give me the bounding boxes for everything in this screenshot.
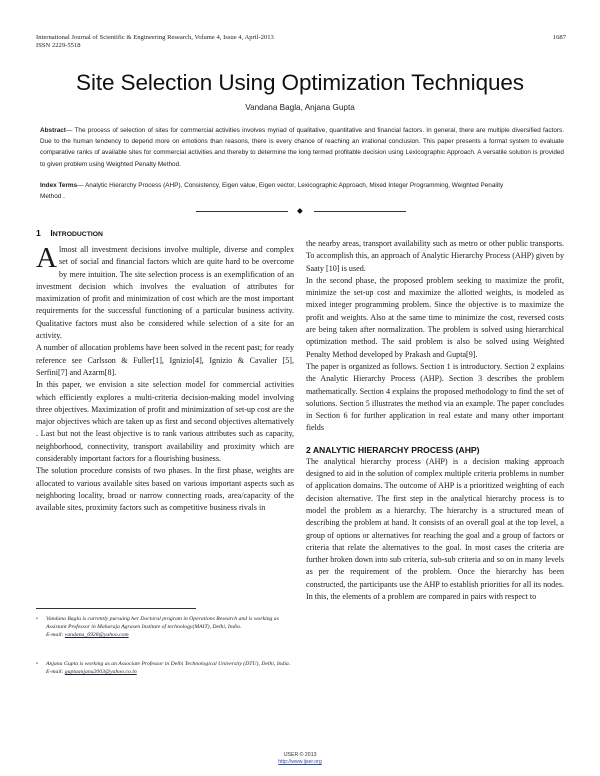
intro-paragraph-7: The paper is organized as follows. Section 1 is introductory. Section 2 explains the Analytic Hierarchy Process (AHP). Section 3 describes the problem mathematically. Section 4 explains the proposed methodology to find the set of solutions. Section 5 illustrates the method via an example. The paper concludes in Section 6 for further application in real estate and many other important fields [306, 361, 564, 433]
running-header [36, 34, 566, 50]
drop-cap: A [36, 242, 57, 274]
author-list: Vandana Bagla, Anjana Gupta [245, 103, 355, 112]
intro-paragraph-5: the nearby areas, transport availability such as metro or other public transports. To accomplish this, an approach of Analytic Hierarchy Process (AHP) given by Saaty [10] is used. [306, 239, 564, 273]
intro-paragraph-6: In the second phase, the proposed problem seeking to maximize the profit, minimize the set-up cost and maximize the allotted weights, is modeled as mixed integer programming problem. Since the objective is to maximize the profit and weights. Also at the same time to minimize the cost, reversed costs are being taken after normalization. The problem is solved using hierarchical optimization method. The said problem is also be solved using Weighted Penalty Method developed by Prakash and Gupta[9]. [306, 275, 564, 359]
footnote-bullet: • [36, 661, 38, 667]
divider-line-left [196, 211, 288, 212]
left-column [36, 238, 294, 515]
issn-line: ISSN 2229-5518 [36, 42, 81, 49]
footer-copyright: IJSER © 2013 [283, 752, 317, 758]
index-terms [40, 180, 520, 202]
footnote-rule [36, 608, 196, 609]
page-number: 1687 [552, 34, 566, 41]
section-divider [196, 206, 406, 216]
page-footer [0, 752, 600, 766]
footnote-1-email-label: E-mail: [46, 632, 65, 638]
abstract [40, 125, 564, 170]
paper-title: Site Selection Using Optimization Techniques [76, 70, 524, 95]
author-1-email-link[interactable]: vandana_6928@yahoo.com [64, 632, 129, 638]
author-2-email-link[interactable]: guptaanjana2003@yahoo.co.in [64, 669, 137, 675]
intro-paragraph-4: The solution procedure consists of two phases. In the first phase, weights are allocated to various available sites based on various important aspects such as neighboring locality, broad or narrow connecting roads, area/capacity of the available sites, proximity factors such as competitive business rivals in [36, 466, 294, 513]
intro-paragraph-3: In this paper, we envision a site selection model for commercial activities which efficiently explores a multi-criteria decision-making model involving three objectives. Maximization of profit and minimization of set-up cost are the major objectives which are taken up as first and second objectives alternatively . Last but not the least objective is to rank various attributes such as capacity, neighborhood, connectivity, transport availability and proximity which are considerably important factors for a flourishing business. [36, 380, 294, 464]
section-1-number: 1 [36, 228, 41, 238]
abstract-text: — The process of selection of sites for commercial activities involves myriad of qualitative, quantitative and financial factors. In general, there are multiple diversified factors. Due to the human tendency to depend more on emotions than reasons, there is every chance of reaching an irrational conclusion. This paper presents a formal system to evaluate comparative ranks of available sites for commercial activities and thereby to determine the long termed profitable decision using Lexicographic Approach. A versatile solution is provided to given problem using Weighted Penalty Method. [40, 127, 564, 168]
index-terms-text: — Analytic Hierarchy Process (AHP), Consistency, Eigen value, Eigen vector, Lexicographic Approach, Mixed Integer Programming, Weighted Penality Method . [40, 182, 504, 201]
right-column [306, 238, 564, 603]
footnote-bullet: • [36, 616, 38, 622]
footnote-2-email-line [46, 668, 294, 676]
intro-paragraph-2: A number of allocation problems have been solved in the recent past; for ready reference see Carlsson & Fuller[1], Ignizio[4], Ignizio & Cavalier [5], Serfini[7] and Azarm[8]. [36, 343, 294, 377]
intro-paragraph-1 [36, 244, 294, 342]
footnote-author-2 [36, 660, 294, 676]
section-1-heading [36, 228, 103, 238]
footer-url-link[interactable]: http://www.ijser.org [278, 759, 322, 765]
section-1-title-rest: NTRODUCTION [52, 231, 103, 238]
diamond-icon: ◆ [297, 206, 303, 215]
footnote-author-1 [36, 615, 294, 639]
footnote-2-email-label: E-mail: [46, 669, 65, 675]
journal-line: International Journal of Scientific & Engineering Research, Volume 4, Issue 4, April-2013 [36, 34, 274, 41]
intro-paragraph-1-text: lmost all investment decisions involve multiple, diverse and complex set of social and financial factors which are quite hard to be overcome by mere intuition. The site selection process is an exemplification of an investment decision which involves the evaluation of attributes for maximization of profit and minimization of cost which are the most important requirements for the successful functioning of a particular business activity. Qualitative factors must also be considered while selection of a site for an activity. [36, 245, 294, 341]
section-1-initial: I [50, 228, 53, 238]
section-2-heading: 2 ANALYTIC HIERARCHY PROCESS (AHP) [306, 444, 480, 455]
footnote-1-text: Vandana Bagla is currently pursuing her Doctoral program in Operations Research and is working as Assistant Professor in Maharaja Agrasen Institute of technology(MAIT), Delhi, India. [46, 616, 279, 630]
abstract-label: Abstract [40, 127, 66, 134]
footnote-1-email-line [46, 631, 294, 639]
footnote-2-text: Anjana Gupta is working as an Associate Professor in Delhi Technological University (DTU), Delhi, India. [46, 661, 291, 667]
index-terms-label: Index Terms [40, 182, 78, 189]
divider-line-right [314, 211, 406, 212]
ahp-paragraph-1: The analytical hierarchy process (AHP) is a decision making approach designed to aid in the solution of complex multiple criteria problems in number of application domains. The outcome of AHP is a prioritized weighting of each decision alternative. The first step in the analytical hierarchy process is to model the problem as a hierarchy. The hierarchy is a structured mean of describing the problem at hand. It consists of an overall goal at the top level, a group of options or alternatives for reaching the goal and a group of factors or criteria that relate the alternatives to the goal. In most cases the criteria are further broken down into sub criteria, sub-sub criteria and so on in many levels as per the requirement of the problem. Once the hierarchy has been constructed, the participants use the AHP to establish priorities for all its nodes. In this, the elements of a problem are compared in pairs with respect to [306, 456, 564, 602]
